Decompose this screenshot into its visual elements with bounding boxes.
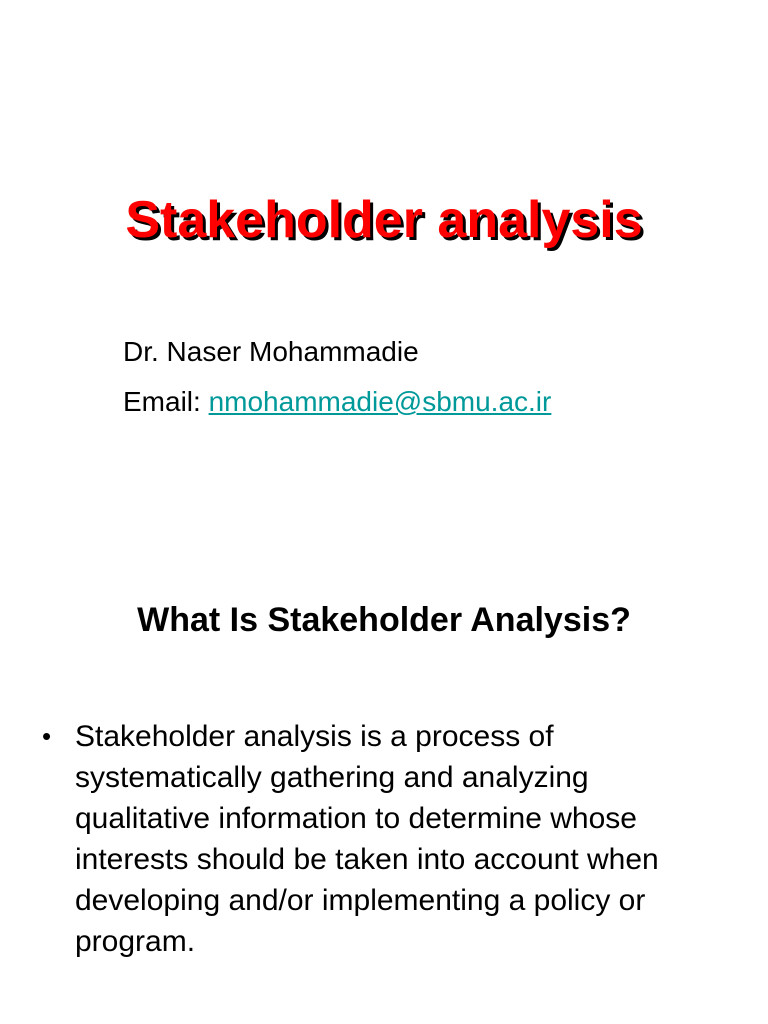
bullet-marker: •: [42, 721, 52, 751]
bullet-text: Stakeholder analysis is a process of systematically gathering and analyzing qualitative information to determine whose interests should be taken into account when developing and/or implementing a policy or program.: [75, 720, 659, 958]
content-slide: [0, 540, 768, 1024]
bullet-list: [42, 716, 732, 962]
content-slide-title: What Is Stakeholder Analysis?: [137, 601, 631, 639]
email-line: [123, 384, 551, 420]
author-name: Dr. Naser Mohammadie: [123, 336, 419, 367]
email-link[interactable]: nmohammadie@sbmu.ac.ir: [208, 386, 552, 417]
email-label: Email:: [123, 386, 209, 417]
slide-title: Stakeholder analysis: [125, 191, 643, 249]
bullet-item: [42, 716, 732, 962]
